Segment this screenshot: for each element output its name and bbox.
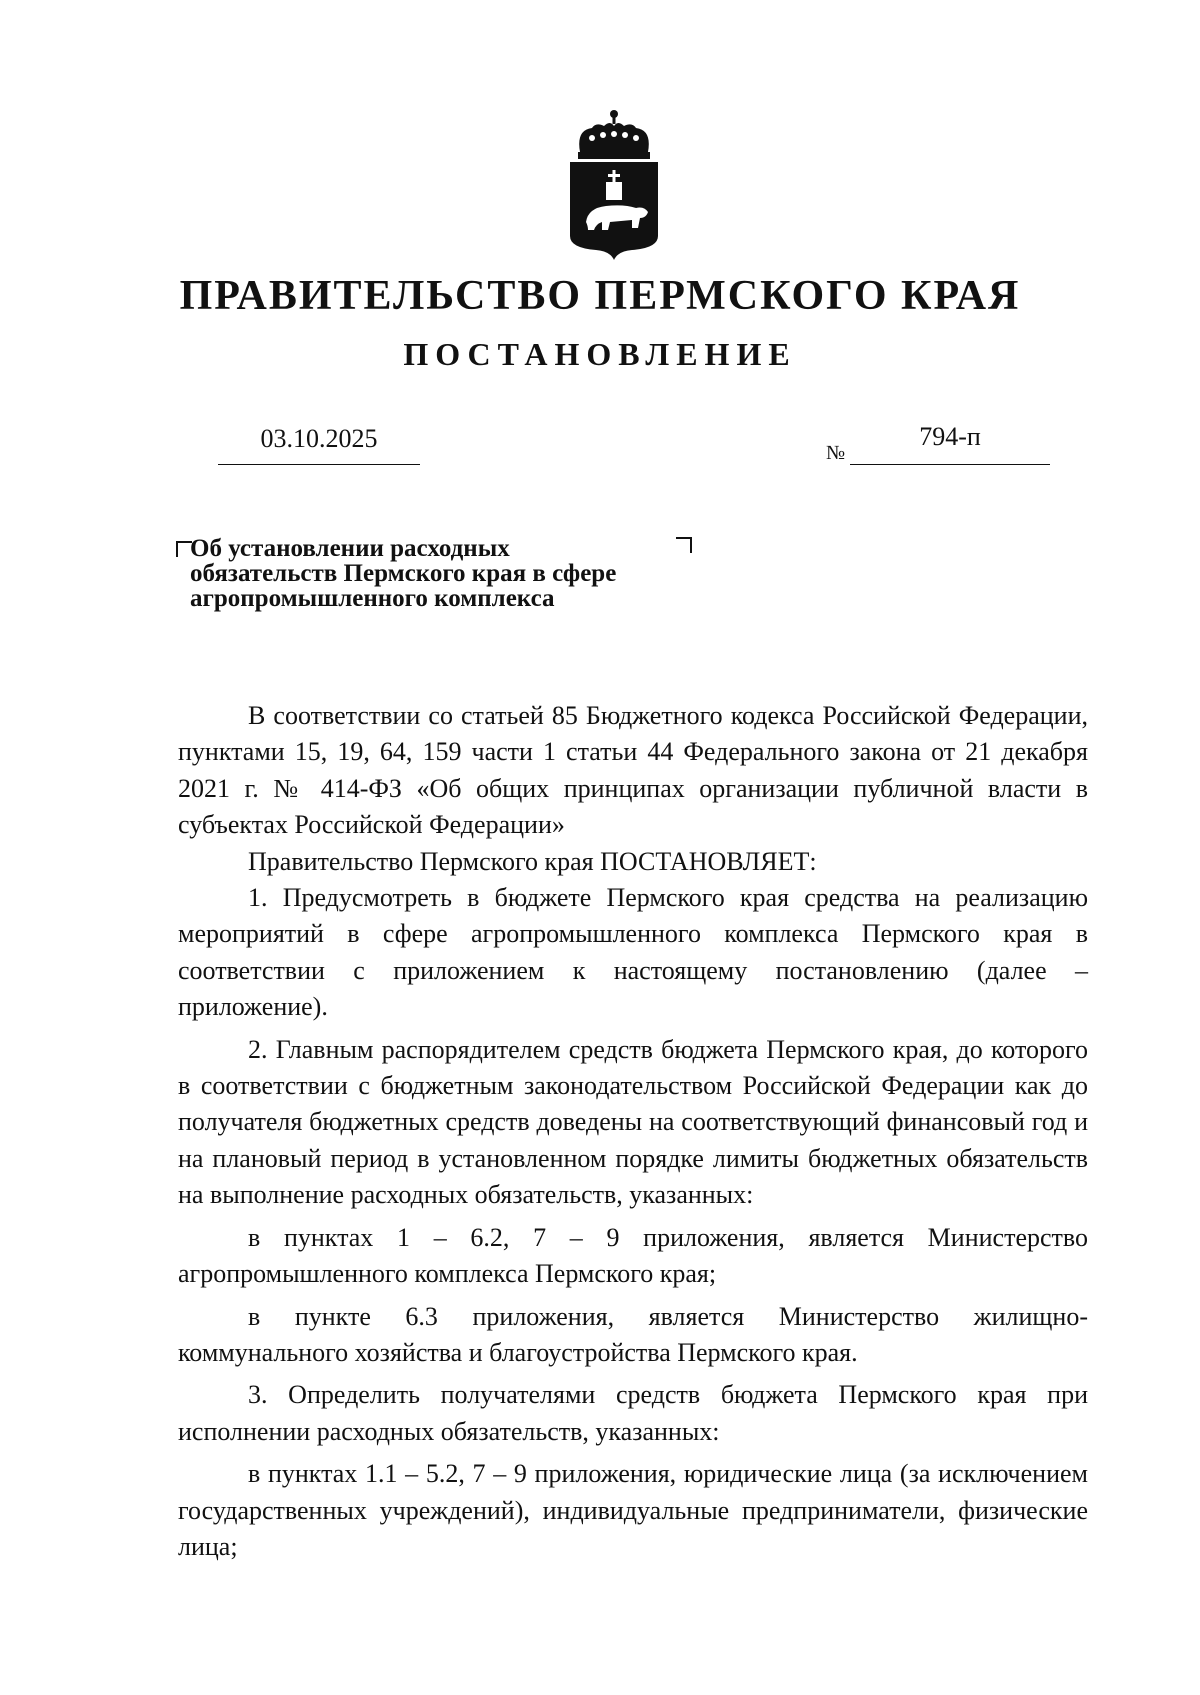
document-type: ПОСТАНОВЛЕНИЕ bbox=[403, 336, 797, 372]
body-paragraph: В соответствии со статьей 85 Бюджетного кодекса Российской Федерации, пунктами 15, 19, 64, 159 части 1 статьи 44 Федерального закона от 21 декабря 2021 г. № 414-ФЗ «Об общих принципах организации публичной власти в субъектах Российской Федерации» bbox=[178, 701, 1088, 840]
document-body bbox=[178, 698, 1088, 1565]
body-paragraph: 3. Определить получателями средств бюджета Пермского края при исполнении расходных обязательств, указанных: bbox=[178, 1380, 1088, 1446]
subject-line: обязательств Пермского края в сфере bbox=[190, 560, 617, 587]
perm-krai-coat-of-arms-icon bbox=[566, 108, 662, 262]
body-paragraph: в пунктах 1 – 6.2, 7 – 9 приложения, является Министерство агропромышленного комплекса Пермского края; bbox=[178, 1222, 1088, 1289]
body-paragraph: Правительство Пермского края ПОСТАНОВЛЯЕТ: bbox=[248, 846, 817, 876]
document-number: 794-п bbox=[850, 420, 1050, 465]
body-paragraph: 2. Главным распорядителем средств бюджета Пермского края, до которого в соответствии с бюджетным законодательством Российской Федерации как до получателя бюджетных средств доведены на соответствующий финансовый год и на плановый период в установленном порядке лимиты бюджетных обязательств на выполнение расходных обязательств, указанных: bbox=[178, 1034, 1088, 1210]
subject-line: агропромышленного комплекса bbox=[190, 585, 555, 612]
number-sign: № bbox=[826, 442, 846, 464]
body-paragraph: в пунктах 1.1 – 5.2, 7 – 9 приложения, юридические лица (за исключением государственных учреждений), индивидуальные предприниматели, физические лица; bbox=[178, 1459, 1088, 1561]
body-paragraph: в пункте 6.3 приложения, является Министерство жилищно-коммунального хозяйства и благоустройства Пермского края. bbox=[178, 1301, 1088, 1367]
subject-line: Об установлении расходных bbox=[190, 535, 510, 562]
document-subject bbox=[190, 536, 690, 611]
document-date: 03.10.2025 bbox=[218, 422, 420, 465]
body-paragraph: 1. Предусмотреть в бюджете Пермского края средства на реализацию мероприятий в сфере агропромышленного комплекса Пермского края в соответствии с приложением к настоящему постановлению (далее – приложение). bbox=[178, 883, 1088, 1022]
organization-title: ПРАВИТЕЛЬСТВО ПЕРМСКОГО КРАЯ bbox=[179, 273, 1021, 319]
